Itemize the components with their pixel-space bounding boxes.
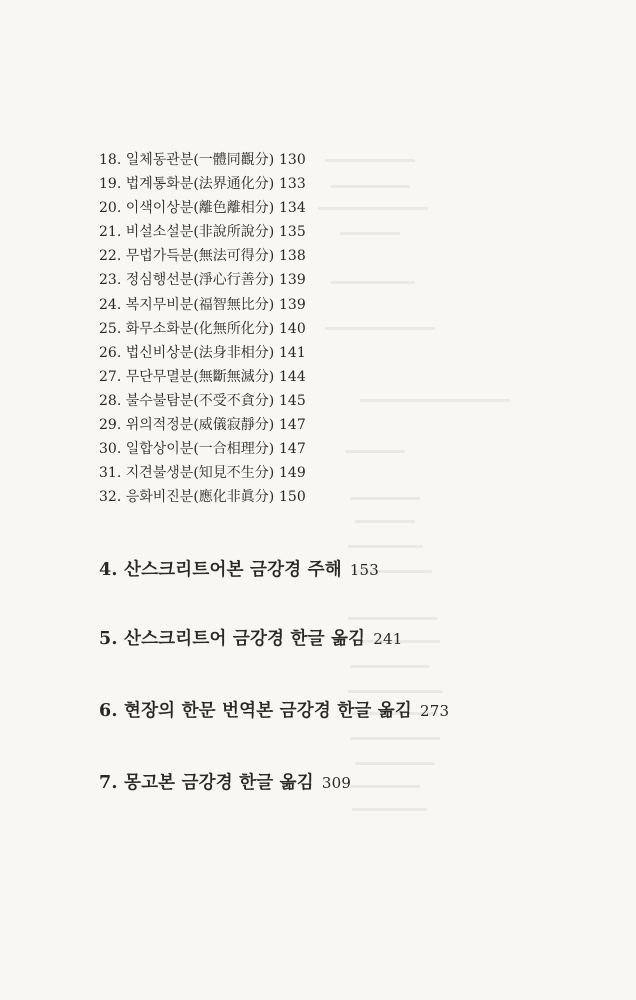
toc-entry-page: 140 bbox=[279, 320, 306, 337]
toc-entry-32 bbox=[99, 485, 306, 509]
chapter-title: 6. 현장의 한문 번역본 금강경 한글 옮김 bbox=[99, 701, 412, 721]
toc-entry-title: 22. 무법가득분(無法可得分) bbox=[99, 248, 275, 265]
toc-entry-title: 18. 일체동관분(一體同觀分) bbox=[99, 152, 275, 168]
toc-entry-title: 29. 위의적정분(威儀寂靜分) bbox=[99, 417, 275, 434]
toc-entry-title: 24. 복지무비분(福智無比分) bbox=[99, 296, 275, 313]
toc-entry-page: 134 bbox=[279, 200, 306, 217]
toc-entry-25 bbox=[99, 317, 306, 341]
toc-entry-title: 25. 화무소화분(化無所化分) bbox=[99, 320, 275, 337]
toc-entry-27 bbox=[99, 365, 306, 389]
chapter-heading-4 bbox=[99, 556, 379, 581]
chapter-page: 153 bbox=[349, 561, 380, 579]
chapter-heading-5 bbox=[99, 625, 402, 650]
toc-entry-title: 21. 비설소설분(非說所說分) bbox=[99, 224, 275, 241]
toc-entry-page: 135 bbox=[279, 224, 306, 241]
toc-entry-page: 133 bbox=[279, 176, 306, 193]
toc-entry-title: 19. 법계통화분(法界通化分) bbox=[99, 176, 275, 193]
toc-section-list bbox=[99, 148, 306, 509]
toc-entry-21 bbox=[99, 220, 306, 244]
toc-entry-31 bbox=[99, 461, 306, 485]
toc-entry-23 bbox=[99, 268, 306, 292]
toc-entry-title: 32. 응화비진분(應化非眞分) bbox=[99, 489, 275, 506]
toc-entry-26 bbox=[99, 341, 306, 365]
toc-entry-page: 139 bbox=[279, 296, 306, 313]
toc-entry-20 bbox=[99, 196, 306, 220]
toc-entry-title: 26. 법신비상분(法身非相分) bbox=[99, 344, 275, 361]
toc-entry-page: 138 bbox=[279, 248, 306, 265]
chapter-heading-6 bbox=[99, 697, 449, 722]
toc-entry-19 bbox=[99, 172, 306, 196]
toc-entry-title: 28. 불수불탐분(不受不貪分) bbox=[99, 392, 275, 409]
chapter-page: 241 bbox=[373, 630, 403, 648]
chapter-page: 273 bbox=[420, 702, 450, 720]
chapter-title: 5. 산스크리트어 금강경 한글 옮김 bbox=[99, 629, 366, 649]
toc-entry-title: 31. 지견불생분(知見不生分) bbox=[99, 465, 275, 482]
toc-entry-title: 30. 일합상이분(一合相理分) bbox=[99, 441, 275, 458]
toc-entry-28 bbox=[99, 389, 306, 413]
toc-entry-title: 23. 정심행선분(淨心行善分) bbox=[99, 272, 275, 289]
chapter-title: 7. 몽고본 금강경 한글 옮김 bbox=[99, 773, 314, 793]
toc-entry-page: 147 bbox=[279, 441, 306, 458]
toc-entry-page: 145 bbox=[279, 392, 306, 409]
chapter-heading-7 bbox=[99, 769, 351, 794]
toc-entry-30 bbox=[99, 437, 306, 461]
toc-entry-page: 144 bbox=[279, 368, 306, 385]
toc-entry-29 bbox=[99, 413, 306, 437]
toc-entry-page: 147 bbox=[279, 417, 306, 434]
toc-entry-title: 27. 무단무멸분(無斷無滅分) bbox=[99, 368, 275, 385]
toc-entry-18 bbox=[99, 148, 306, 172]
toc-entry-page: 130 bbox=[279, 152, 306, 168]
chapter-page: 309 bbox=[321, 774, 352, 792]
toc-entry-page: 139 bbox=[279, 272, 306, 289]
chapter-title: 4. 산스크리트어본 금강경 주해 bbox=[99, 560, 342, 580]
toc-entry-page: 141 bbox=[279, 344, 306, 361]
toc-entry-title: 20. 이색이상분(離色離相分) bbox=[99, 200, 275, 217]
toc-entry-page: 150 bbox=[279, 489, 306, 506]
toc-entry-page: 149 bbox=[279, 465, 306, 482]
toc-entry-24 bbox=[99, 293, 306, 317]
toc-entry-22 bbox=[99, 244, 306, 268]
